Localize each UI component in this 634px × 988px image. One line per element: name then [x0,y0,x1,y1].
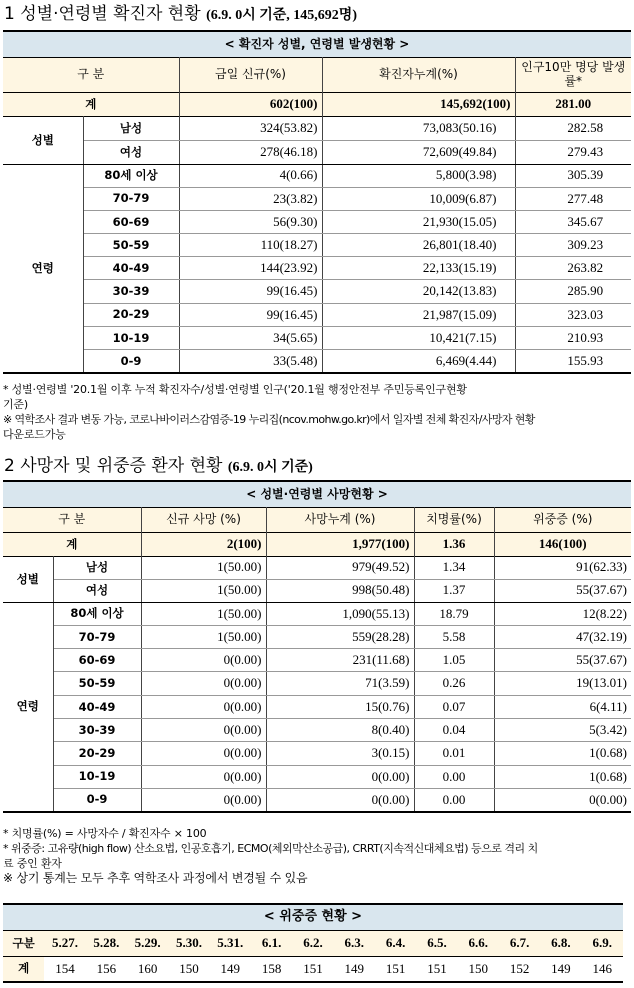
section2-subtitle: (6.9. 0시 기준) [227,460,313,475]
cumulative-deaths-cell: 71(3.59) [266,672,414,695]
section2-notes [3,826,538,886]
table3-total-label: 계 [3,956,44,982]
table-row [3,672,631,695]
cumulative-cases-cell: 72,609(49.84) [322,140,515,164]
note-line: * 위중증: 고유량(high flow) 산소요법, 인공호흡기, ECMO(체외막산소공급), CRRT(지속적신대체요법) 등으로 격리 치 [3,842,538,855]
table2-group-label: 연령 [3,602,53,812]
new-cases-cell: 4(0.66) [179,164,322,187]
new-cases-cell: 99(16.45) [179,280,322,303]
cumulative-deaths-cell: 0(0.00) [266,765,414,788]
table-row [3,649,631,672]
new-deaths-cell: 1(50.00) [141,625,266,648]
severe-count-cell: 151 [427,960,447,976]
note-line: * 치명률(%) = 사망자수 / 확진자수 × 100 [3,827,207,840]
fatality-rate-cell: 0.07 [414,695,494,718]
table-row [3,695,631,718]
table1-total-cumulative: 145,692(100) [322,92,515,116]
fatality-rate-cell: 0.26 [414,672,494,695]
table2-header-new-deaths: 신규 사망 (%) [141,507,266,532]
date-header-cell: 6.3. [334,930,375,956]
cumulative-deaths-cell: 3(0.15) [266,742,414,765]
date-header-cell: 5.28. [86,930,127,956]
table1-total-label: 계 [3,92,179,116]
incidence-rate-cell: 263.82 [515,257,631,280]
severe-cases-cell: 55(37.67) [494,649,631,672]
new-deaths-cell: 0(0.00) [141,718,266,741]
severe-count-cell: 150 [179,960,199,976]
cumulative-deaths-cell: 8(0.40) [266,718,414,741]
fatality-rate-cell: 5.58 [414,625,494,648]
table1-total-rate: 281.00 [515,92,631,116]
incidence-rate-cell: 277.48 [515,187,631,210]
table1-header-new: 금일 신규(%) [179,57,322,92]
new-cases-cell: 23(3.82) [179,187,322,210]
note-line: ※ 상기 통계는 모두 추후 역학조사 과정에서 변경될 수 있음 [3,871,308,885]
new-deaths-cell: 1(50.00) [141,579,266,602]
date-header-cell: 6.7. [499,930,540,956]
row-label: 여성 [53,579,141,602]
new-cases-cell: 110(18.27) [179,234,322,257]
fatality-rate-cell: 0.04 [414,718,494,741]
severe-count-cell: 156 [96,960,117,976]
table-row [3,556,631,579]
section1-heading: 1 성별·연령별 확진자 현황 [4,4,201,24]
row-label: 40-49 [53,695,141,718]
incidence-rate-cell: 282.58 [515,116,631,140]
new-cases-cell: 34(5.65) [179,326,322,349]
table-row [3,116,631,140]
date-header-cell: 5.29. [127,930,168,956]
table-row [3,164,631,187]
row-label: 10-19 [53,765,141,788]
severe-count-cell: 154 [55,960,75,976]
note-line: 료 중인 환자 [3,857,62,870]
table1-group-label: 성별 [3,116,83,164]
new-cases-cell: 144(23.92) [179,257,322,280]
severe-count-cell: 151 [303,960,323,976]
cumulative-deaths-cell: 979(49.52) [266,556,414,579]
table-row [3,788,631,811]
table-row [3,326,631,349]
row-label: 60-69 [83,210,179,233]
row-label: 남성 [83,116,179,140]
table1-total-new: 602(100) [179,92,322,116]
table-row [3,602,631,625]
date-header-cell: 6.2. [292,930,333,956]
severe-count-cell: 149 [551,960,571,976]
severe-cases-cell: 47(32.19) [494,625,631,648]
table-row [3,280,631,303]
severe-cases-cell: 1(0.68) [494,742,631,765]
incidence-rate-cell: 285.90 [515,280,631,303]
new-deaths-cell: 0(0.00) [141,695,266,718]
section2-heading: 2 사망자 및 위중증 환자 현황 [4,456,223,476]
confirmed-cases-table [3,30,631,374]
row-label: 30-39 [83,280,179,303]
cumulative-cases-cell: 26,801(18.40) [322,234,515,257]
table-row [3,579,631,602]
fatality-rate-cell: 18.79 [414,602,494,625]
new-cases-cell: 278(46.18) [179,140,322,164]
new-cases-cell: 99(16.45) [179,303,322,326]
severe-cases-cell: 1(0.68) [494,765,631,788]
table-row [3,742,631,765]
cumulative-cases-cell: 22,133(15.19) [322,257,515,280]
note-line: * 성별·연령별 '20.1월 이후 누적 확진자수/성별·연령별 인구('20.1월 행정안전부 주민등록인구현황 [3,383,467,396]
table2-total-fatality: 1.36 [414,532,494,556]
date-header-cell: 6.1. [251,930,292,956]
table3-caption: < 위중증 현황 > [3,904,623,930]
row-label: 70-79 [53,625,141,648]
severe-count-cell: 149 [344,960,365,976]
severe-cases-cell: 55(37.67) [494,579,631,602]
table1-total-row [3,92,631,116]
note-line: 다운로드가능 [3,428,66,441]
date-header-cell: 6.4. [375,930,416,956]
table-row [3,140,631,164]
date-header-cell: 5.30. [168,930,209,956]
new-deaths-cell: 0(0.00) [141,788,266,811]
incidence-rate-cell: 309.23 [515,234,631,257]
fatality-rate-cell: 1.05 [414,649,494,672]
fatality-rate-cell: 1.34 [414,556,494,579]
cumulative-cases-cell: 21,987(15.09) [322,303,515,326]
cumulative-deaths-cell: 15(0.76) [266,695,414,718]
severe-cases-cell: 0(0.00) [494,788,631,811]
section1-subtitle: (6.9. 0시 기준, 145,692명) [206,8,357,23]
cumulative-cases-cell: 21,930(15.05) [322,210,515,233]
note-line: ※ 역학조사 결과 변동 가능, 코로나바이러스감염증-19 누리집(ncov.mohw.go.kr)에서 일자별 전체 확진자/사망자 현황 [3,413,535,426]
table-row [3,187,631,210]
row-label: 80세 이상 [53,602,141,625]
table2-total-severe: 146(100) [494,532,631,556]
severe-count-cell: 149 [220,960,241,976]
row-label: 30-39 [53,718,141,741]
row-label: 여성 [83,140,179,164]
severe-count-cell: 151 [385,960,406,976]
fatality-rate-cell: 1.37 [414,579,494,602]
row-label: 20-29 [83,303,179,326]
cumulative-deaths-cell: 1,090(55.13) [266,602,414,625]
new-deaths-cell: 0(0.00) [141,742,266,765]
cumulative-deaths-cell: 231(11.68) [266,649,414,672]
cumulative-cases-cell: 5,800(3.98) [322,164,515,187]
cumulative-deaths-cell: 559(28.28) [266,625,414,648]
severe-cases-cell: 6(4.11) [494,695,631,718]
row-label: 20-29 [53,742,141,765]
date-header-cell: 5.31. [210,930,251,956]
cumulative-cases-cell: 20,142(13.83) [322,280,515,303]
cumulative-cases-cell: 6,469(4.44) [322,350,515,373]
cumulative-cases-cell: 10,009(6.87) [322,187,515,210]
table2-header-fatality: 치명률(%) [414,507,494,532]
table1-header-cumulative: 확진자누계(%) [322,57,515,92]
new-cases-cell: 33(5.48) [179,350,322,373]
table-row [3,234,631,257]
note-line: 기준) [3,398,28,411]
incidence-rate-cell: 305.39 [515,164,631,187]
date-header-cell: 6.8. [540,930,581,956]
severe-count-cell: 160 [137,960,158,976]
new-deaths-cell: 1(50.00) [141,602,266,625]
section1-title [4,3,357,27]
cumulative-deaths-cell: 998(50.48) [266,579,414,602]
date-header-cell: 6.6. [458,930,499,956]
incidence-rate-cell: 345.67 [515,210,631,233]
date-header-cell: 6.5. [416,930,457,956]
table-row [3,210,631,233]
new-cases-cell: 56(9.30) [179,210,322,233]
table3-row-header: 구분 [3,930,44,956]
row-label: 80세 이상 [83,164,179,187]
table-row [3,765,631,788]
row-label: 60-69 [53,649,141,672]
deaths-table [3,480,631,813]
row-label: 40-49 [83,257,179,280]
incidence-rate-cell: 155.93 [515,350,631,373]
severe-trend-table [3,903,623,983]
table2-group-label: 성별 [3,556,53,602]
severe-cases-cell: 19(13.01) [494,672,631,695]
table2-header-category: 구 분 [3,507,141,532]
table2-header-severe: 위중증 (%) [494,507,631,532]
table-row [3,303,631,326]
table2-header-cumulative-deaths: 사망누계 (%) [266,507,414,532]
new-deaths-cell: 0(0.00) [141,649,266,672]
table1-header-rate: 인구10만 명당 발생률* [515,57,631,92]
section1-notes [3,382,535,442]
row-label: 10-19 [83,326,179,349]
table-row [3,350,631,373]
table1-header-category: 구 분 [3,57,179,92]
fatality-rate-cell: 0.01 [414,742,494,765]
cumulative-deaths-cell: 0(0.00) [266,788,414,811]
row-label: 50-59 [83,234,179,257]
severe-count-cell: 158 [261,960,282,976]
table2-total-new: 2(100) [141,532,266,556]
table2-total-cumulative: 1,977(100) [266,532,414,556]
severe-count-cell: 152 [509,960,530,976]
new-cases-cell: 324(53.82) [179,116,322,140]
table-row [3,718,631,741]
severe-count-cell: 150 [468,960,489,976]
new-deaths-cell: 0(0.00) [141,672,266,695]
table-row [3,625,631,648]
table-row [3,257,631,280]
incidence-rate-cell: 323.03 [515,303,631,326]
incidence-rate-cell: 210.93 [515,326,631,349]
incidence-rate-cell: 279.43 [515,140,631,164]
new-deaths-cell: 1(50.00) [141,556,266,579]
row-label: 50-59 [53,672,141,695]
date-header-cell: 6.9. [582,930,623,956]
row-label: 70-79 [83,187,179,210]
table2-caption: < 성별·연령별 사망현황 > [3,481,631,507]
row-label: 0-9 [53,788,141,811]
date-header-cell: 5.27. [44,930,85,956]
fatality-rate-cell: 0.00 [414,765,494,788]
severe-cases-cell: 12(8.22) [494,602,631,625]
table1-group-label: 연령 [3,164,83,373]
fatality-rate-cell: 0.00 [414,788,494,811]
cumulative-cases-cell: 10,421(7.15) [322,326,515,349]
severe-cases-cell: 91(62.33) [494,556,631,579]
table2-total-label: 계 [3,532,141,556]
section2-title [4,455,313,479]
severe-cases-cell: 5(3.42) [494,718,631,741]
row-label: 남성 [53,556,141,579]
table2-total-row [3,532,631,556]
cumulative-cases-cell: 73,083(50.16) [322,116,515,140]
new-deaths-cell: 0(0.00) [141,765,266,788]
table1-caption: < 확진자 성별, 연령별 발생현황 > [3,31,631,57]
row-label: 0-9 [83,350,179,373]
severe-count-cell: 146 [592,960,613,976]
